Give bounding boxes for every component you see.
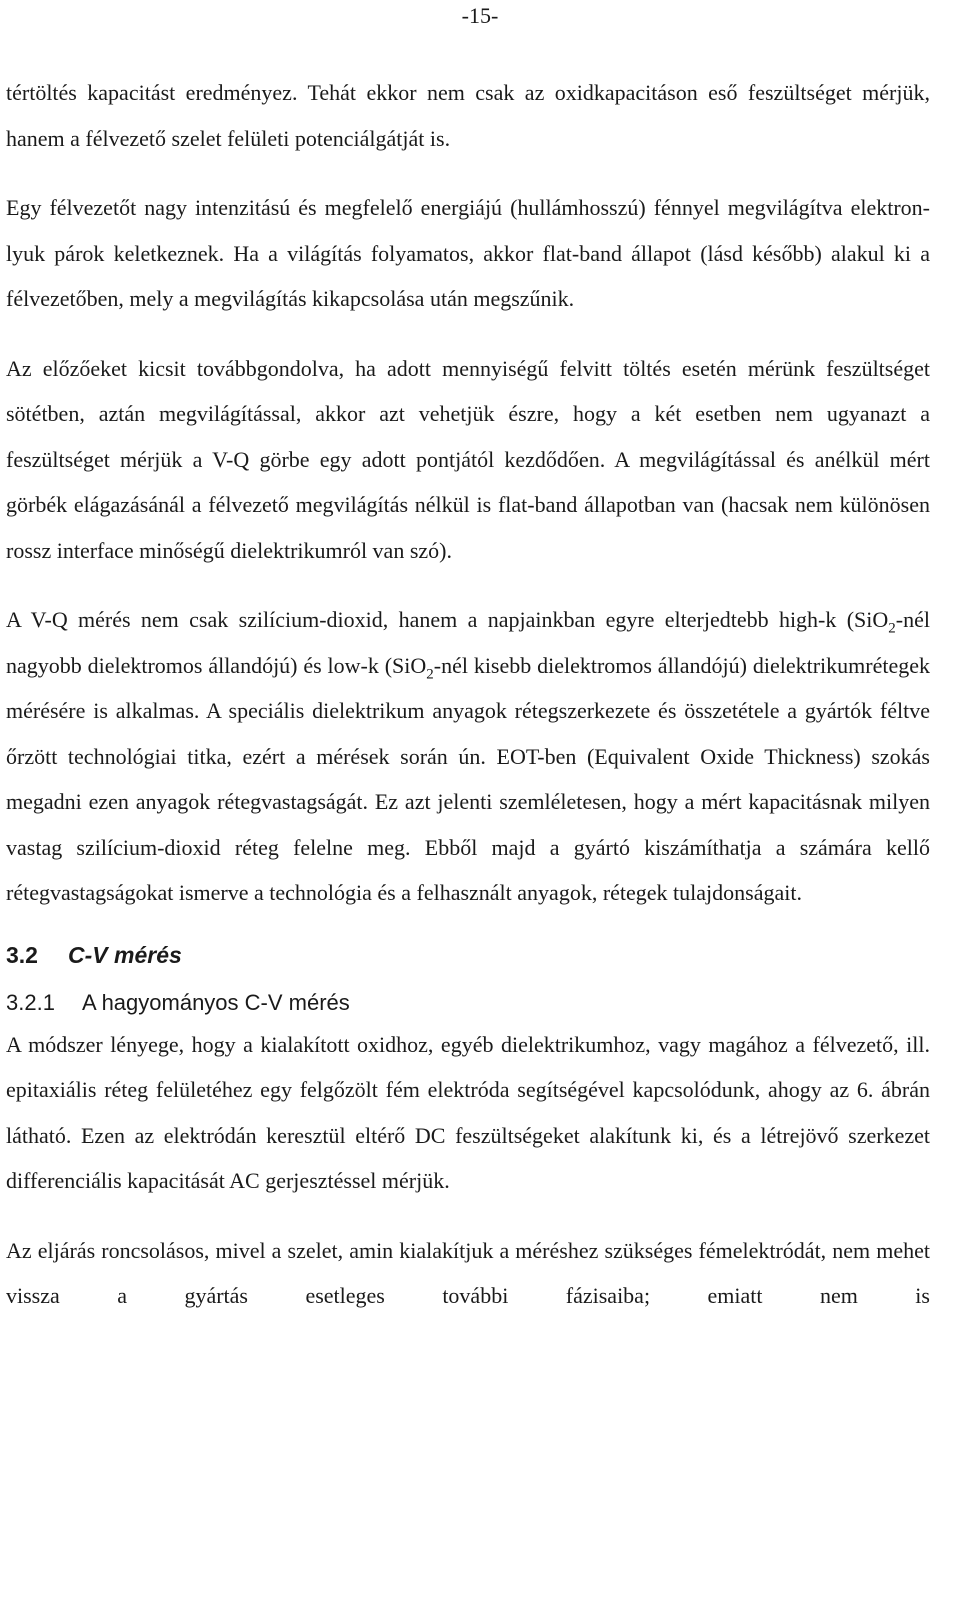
paragraph-4 [6,597,930,916]
section-title: C-V mérés [68,941,182,968]
paragraph-4-part-c: -nél kisebb dielektromos állandójú) dielektrikumrétegek mérésére is alkalmas. A speciális dielektrikum anyagok rétegszerkezete és összetétele a gyártók féltve őrzött technológiai titka, ezért a mérések során ún. EOT-ben (Equivalent Oxide Thickness) szokás megadni ezen anyagok rétegvastagságát. Ez azt jelenti szemléletesen, hogy a mért kapacitásnak milyen vastag szilícium-dioxid réteg felelne meg. Ebből majd a gyártó kiszámíthatja a számára kellő rétegvastagságokat ismerve a technológia és a felhasznált anyagok, rétegek tulajdonságait. [6,652,930,905]
paragraph-6: Az eljárás roncsolásos, mivel a szelet, amin kialakítjuk a méréshez szükséges fémelektródát, nem mehet vissza a gyártás esetleges további fázisaiba; emiatt nem is [6,1237,930,1308]
paragraph-4-part-b: -nél nagyobb dielektromos állandójú) és low-k (SiO [6,607,930,678]
paragraph-5: A módszer lényege, hogy a kialakított oxidhoz, egyéb dielektrikumhoz, vagy magához a félvezető, ill. epitaxiális réteg felületéhez egy felgőzölt fém elektróda segítségével kapcsolódunk, ahogy az 6. ábrán látható. Ezen az elektródán keresztül eltérő DC feszültségeket alakítunk ki, és a létrejövő szerkezet differenciális kapacitását AC gerjesztéssel mérjük. [6,1031,930,1193]
section-heading [6,940,930,970]
page-number: -15- [461,3,499,28]
subsection-heading [6,988,930,1018]
paragraph-3: Az előzőeket kicsit továbbgondolva, ha adott mennyiségű felvitt töltés esetén mérünk feszültséget sötétben, aztán megvilágítással, akkor azt vehetjük észre, hogy a két esetben nem ugyanazt a feszültséget mérjük a V-Q görbe egy adott pontjától kezdődően. A megvilágítással és anélkül mért görbék elágazásánál a félvezető megvilágítás nélkül is flat-band állapotban van (hacsak nem különösen rossz interface minőségű dielektrikumról van szó). [6,355,930,563]
subscript-2: 2 [888,620,896,637]
subscript-2: 2 [426,665,434,682]
subsection-number: 3.2.1 [6,989,55,1015]
paragraph-4-part-a: A V-Q mérés nem csak szilícium-dioxid, hanem a napjainkban egyre elterjedtebb high-k (SiO [6,607,889,632]
paragraph-2: Egy félvezetőt nagy intenzitású és megfelelő energiájú (hullámhosszú) fénnyel megvilágítva elektron-lyuk párok keletkeznek. Ha a világítás folyamatos, akkor flat-band állapot (lásd később) alakul ki a félvezetőben, mely a megvilágítás kikapcsolása után megszűnik. [6,195,930,311]
document-body [6,70,930,1333]
section-number: 3.2 [6,941,38,968]
subsection-title: A hagyományos C-V mérés [82,989,350,1015]
paragraph-1: tértöltés kapacitást eredményez. Tehát ekkor nem csak az oxidkapacitáson eső feszültséget mérjük, hanem a félvezető szelet felületi potenciálgátját is. [6,80,930,151]
